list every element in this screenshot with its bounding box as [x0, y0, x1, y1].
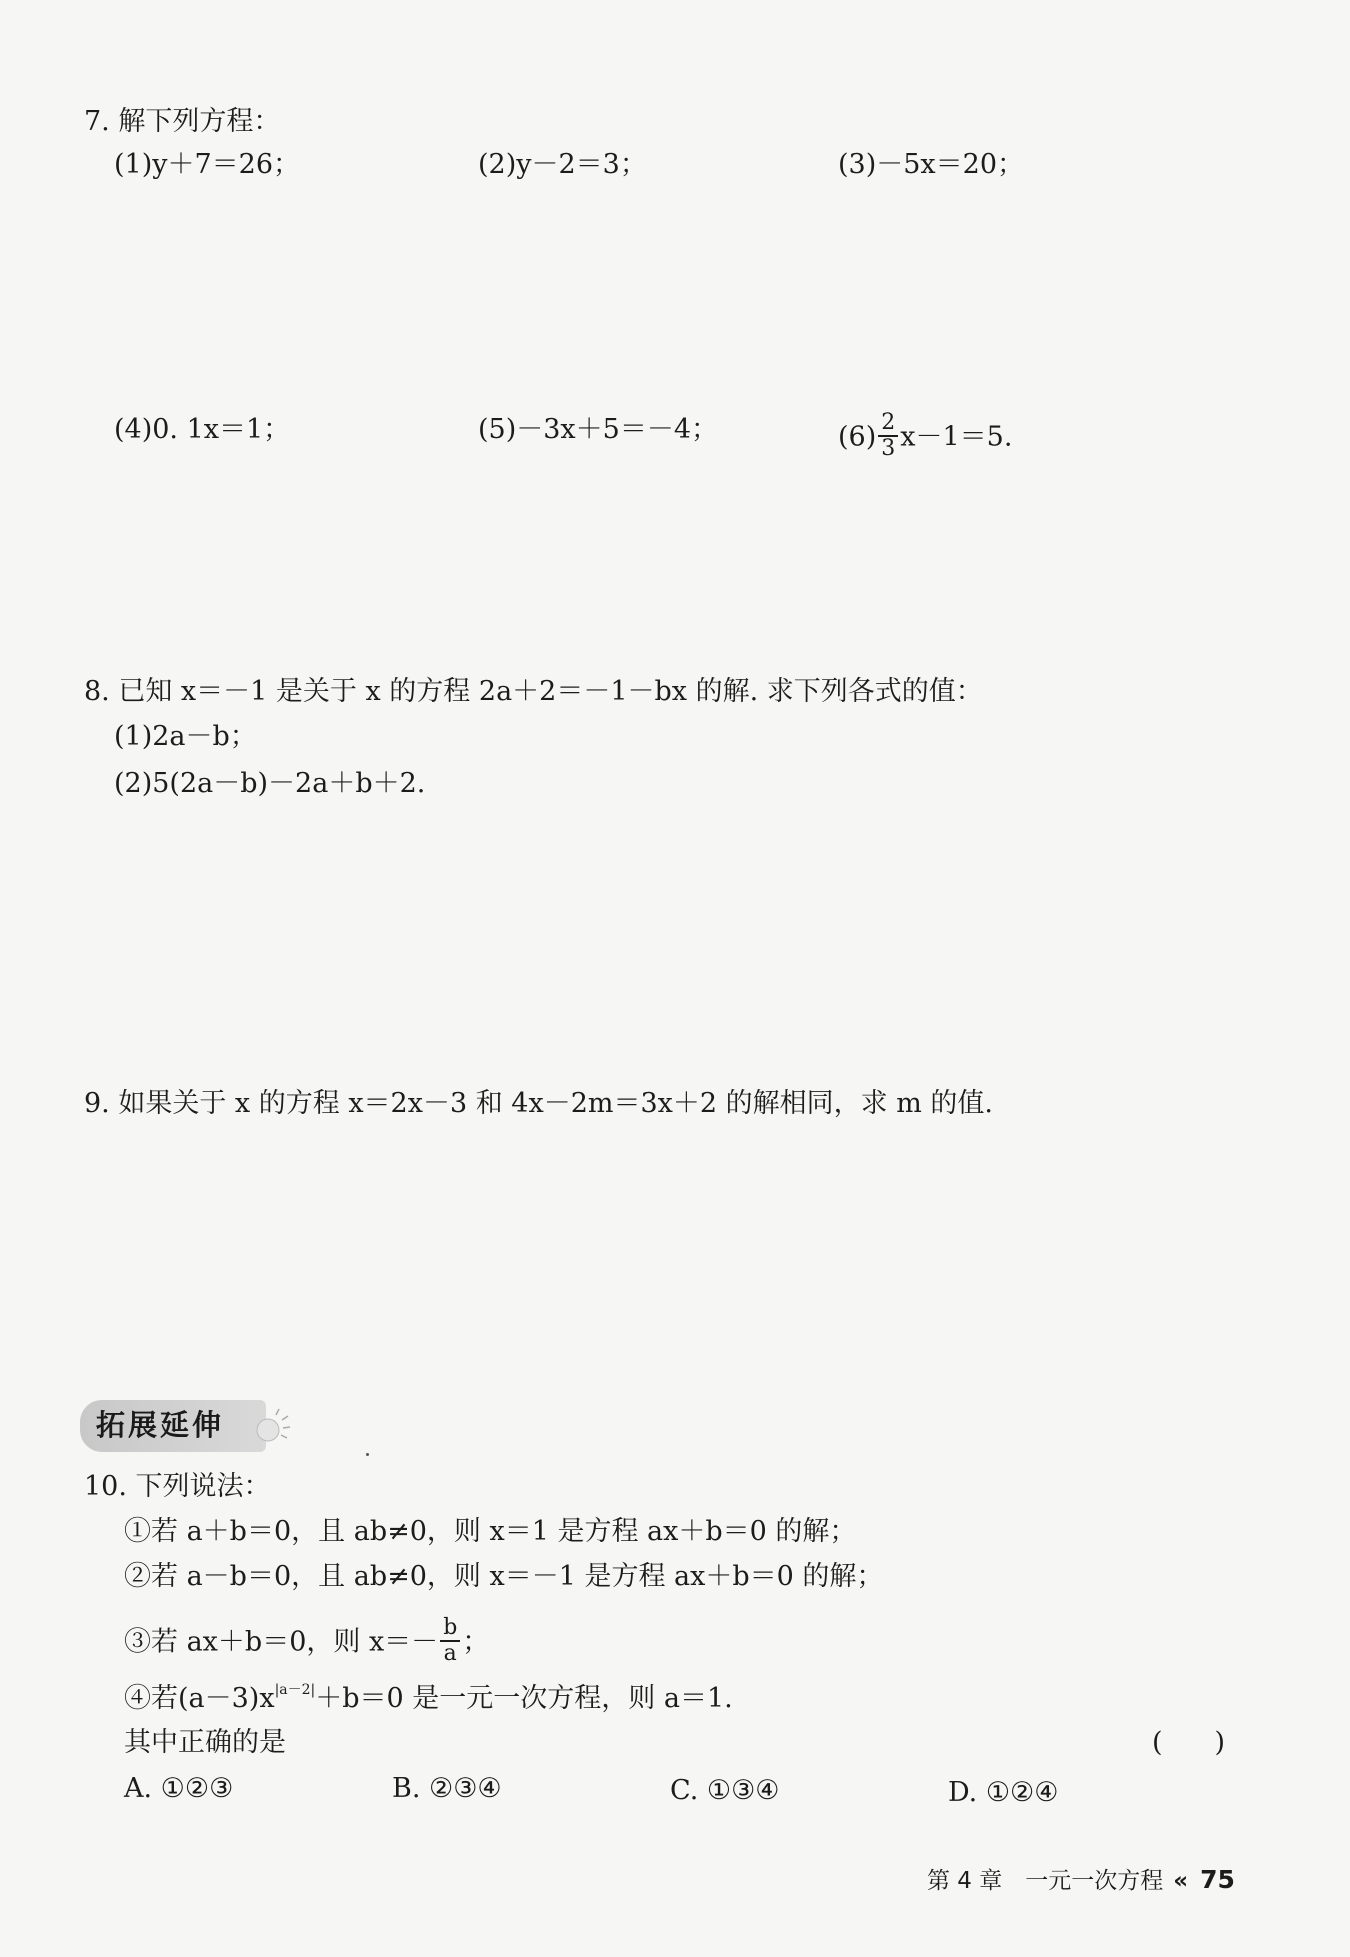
question-8-title: 8. 已知 x＝－1 是关于 x 的方程 2a＋2＝－1－bx 的解. 求下列各式的值： — [84, 676, 983, 707]
statement-2: ②若 a－b＝0，且 ab≠0，则 x＝－1 是方程 ax＋b＝0 的解； — [124, 1561, 884, 1592]
question-9-title: 9. 如果关于 x 的方程 x＝2x－3 和 4x－2m＝3x＋2 的解相同，求 m 的值. — [84, 1088, 993, 1119]
section-banner-extension — [80, 1400, 290, 1452]
statement-3 — [124, 1615, 490, 1668]
print-speck — [366, 1453, 369, 1456]
option-b[interactable]: B. ②③④ — [392, 1773, 502, 1804]
section-title: 拓展延伸 — [96, 1408, 225, 1442]
question-7-item-6-prefix: (6) — [838, 421, 877, 453]
statement-4 — [124, 1682, 733, 1720]
option-a[interactable]: A. ①②③ — [124, 1773, 234, 1804]
option-c[interactable]: C. ①③④ — [670, 1775, 780, 1806]
answer-parentheses[interactable]: () — [1152, 1727, 1278, 1758]
fraction-two-thirds — [878, 411, 898, 461]
exponent: |a－2| — [274, 1682, 316, 1698]
statement-3-prefix: ③若 ax＋b＝0，则 x＝－ — [124, 1626, 439, 1658]
page-footer — [927, 1863, 1235, 1898]
question-7-title: 7. 解下列方程： — [84, 106, 281, 137]
statement-4-prefix: ④若(a－3)x — [124, 1683, 275, 1714]
fraction-denominator: a — [443, 1641, 457, 1666]
question-7-item-5: (5)－3x＋5＝－4； — [478, 414, 719, 445]
chapter-label: 第 4 章 一元一次方程 — [927, 1868, 1164, 1894]
question-8-item-2: (2)5(2a－b)－2a＋b＋2. — [114, 768, 426, 799]
statement-1: ①若 a＋b＝0，且 ab≠0，则 x＝1 是方程 ax＋b＝0 的解； — [124, 1516, 857, 1547]
question-7-item-3: (3)－5x＝20； — [838, 149, 1025, 180]
question-10-title: 10. 下列说法： — [84, 1471, 271, 1502]
chevron-left-icon: « — [1173, 1868, 1189, 1894]
fraction-numerator: 2 — [878, 411, 898, 437]
question-10-prompt: 其中正确的是 — [124, 1727, 286, 1758]
fraction-denominator: 3 — [881, 436, 896, 461]
question-7-item-1: (1)y＋7＝26； — [114, 149, 301, 180]
page-number: 75 — [1200, 1865, 1235, 1894]
question-8-item-1: (1)2a－b； — [114, 721, 257, 752]
question-7-item-2: (2)y－2＝3； — [478, 149, 647, 180]
fraction-numerator: b — [440, 1616, 460, 1642]
statement-4-suffix: ＋b＝0 是一元一次方程，则 a＝1. — [315, 1683, 733, 1714]
fraction-b-over-a — [440, 1616, 460, 1666]
question-7-item-6-suffix: x－1＝5. — [900, 421, 1013, 453]
question-7-item-6 — [838, 410, 1013, 463]
statement-3-suffix: ； — [462, 1626, 490, 1658]
sun-icon — [252, 1408, 292, 1448]
option-d[interactable]: D. ①②④ — [948, 1777, 1059, 1808]
question-7-item-4: (4)0. 1x＝1； — [114, 414, 291, 445]
